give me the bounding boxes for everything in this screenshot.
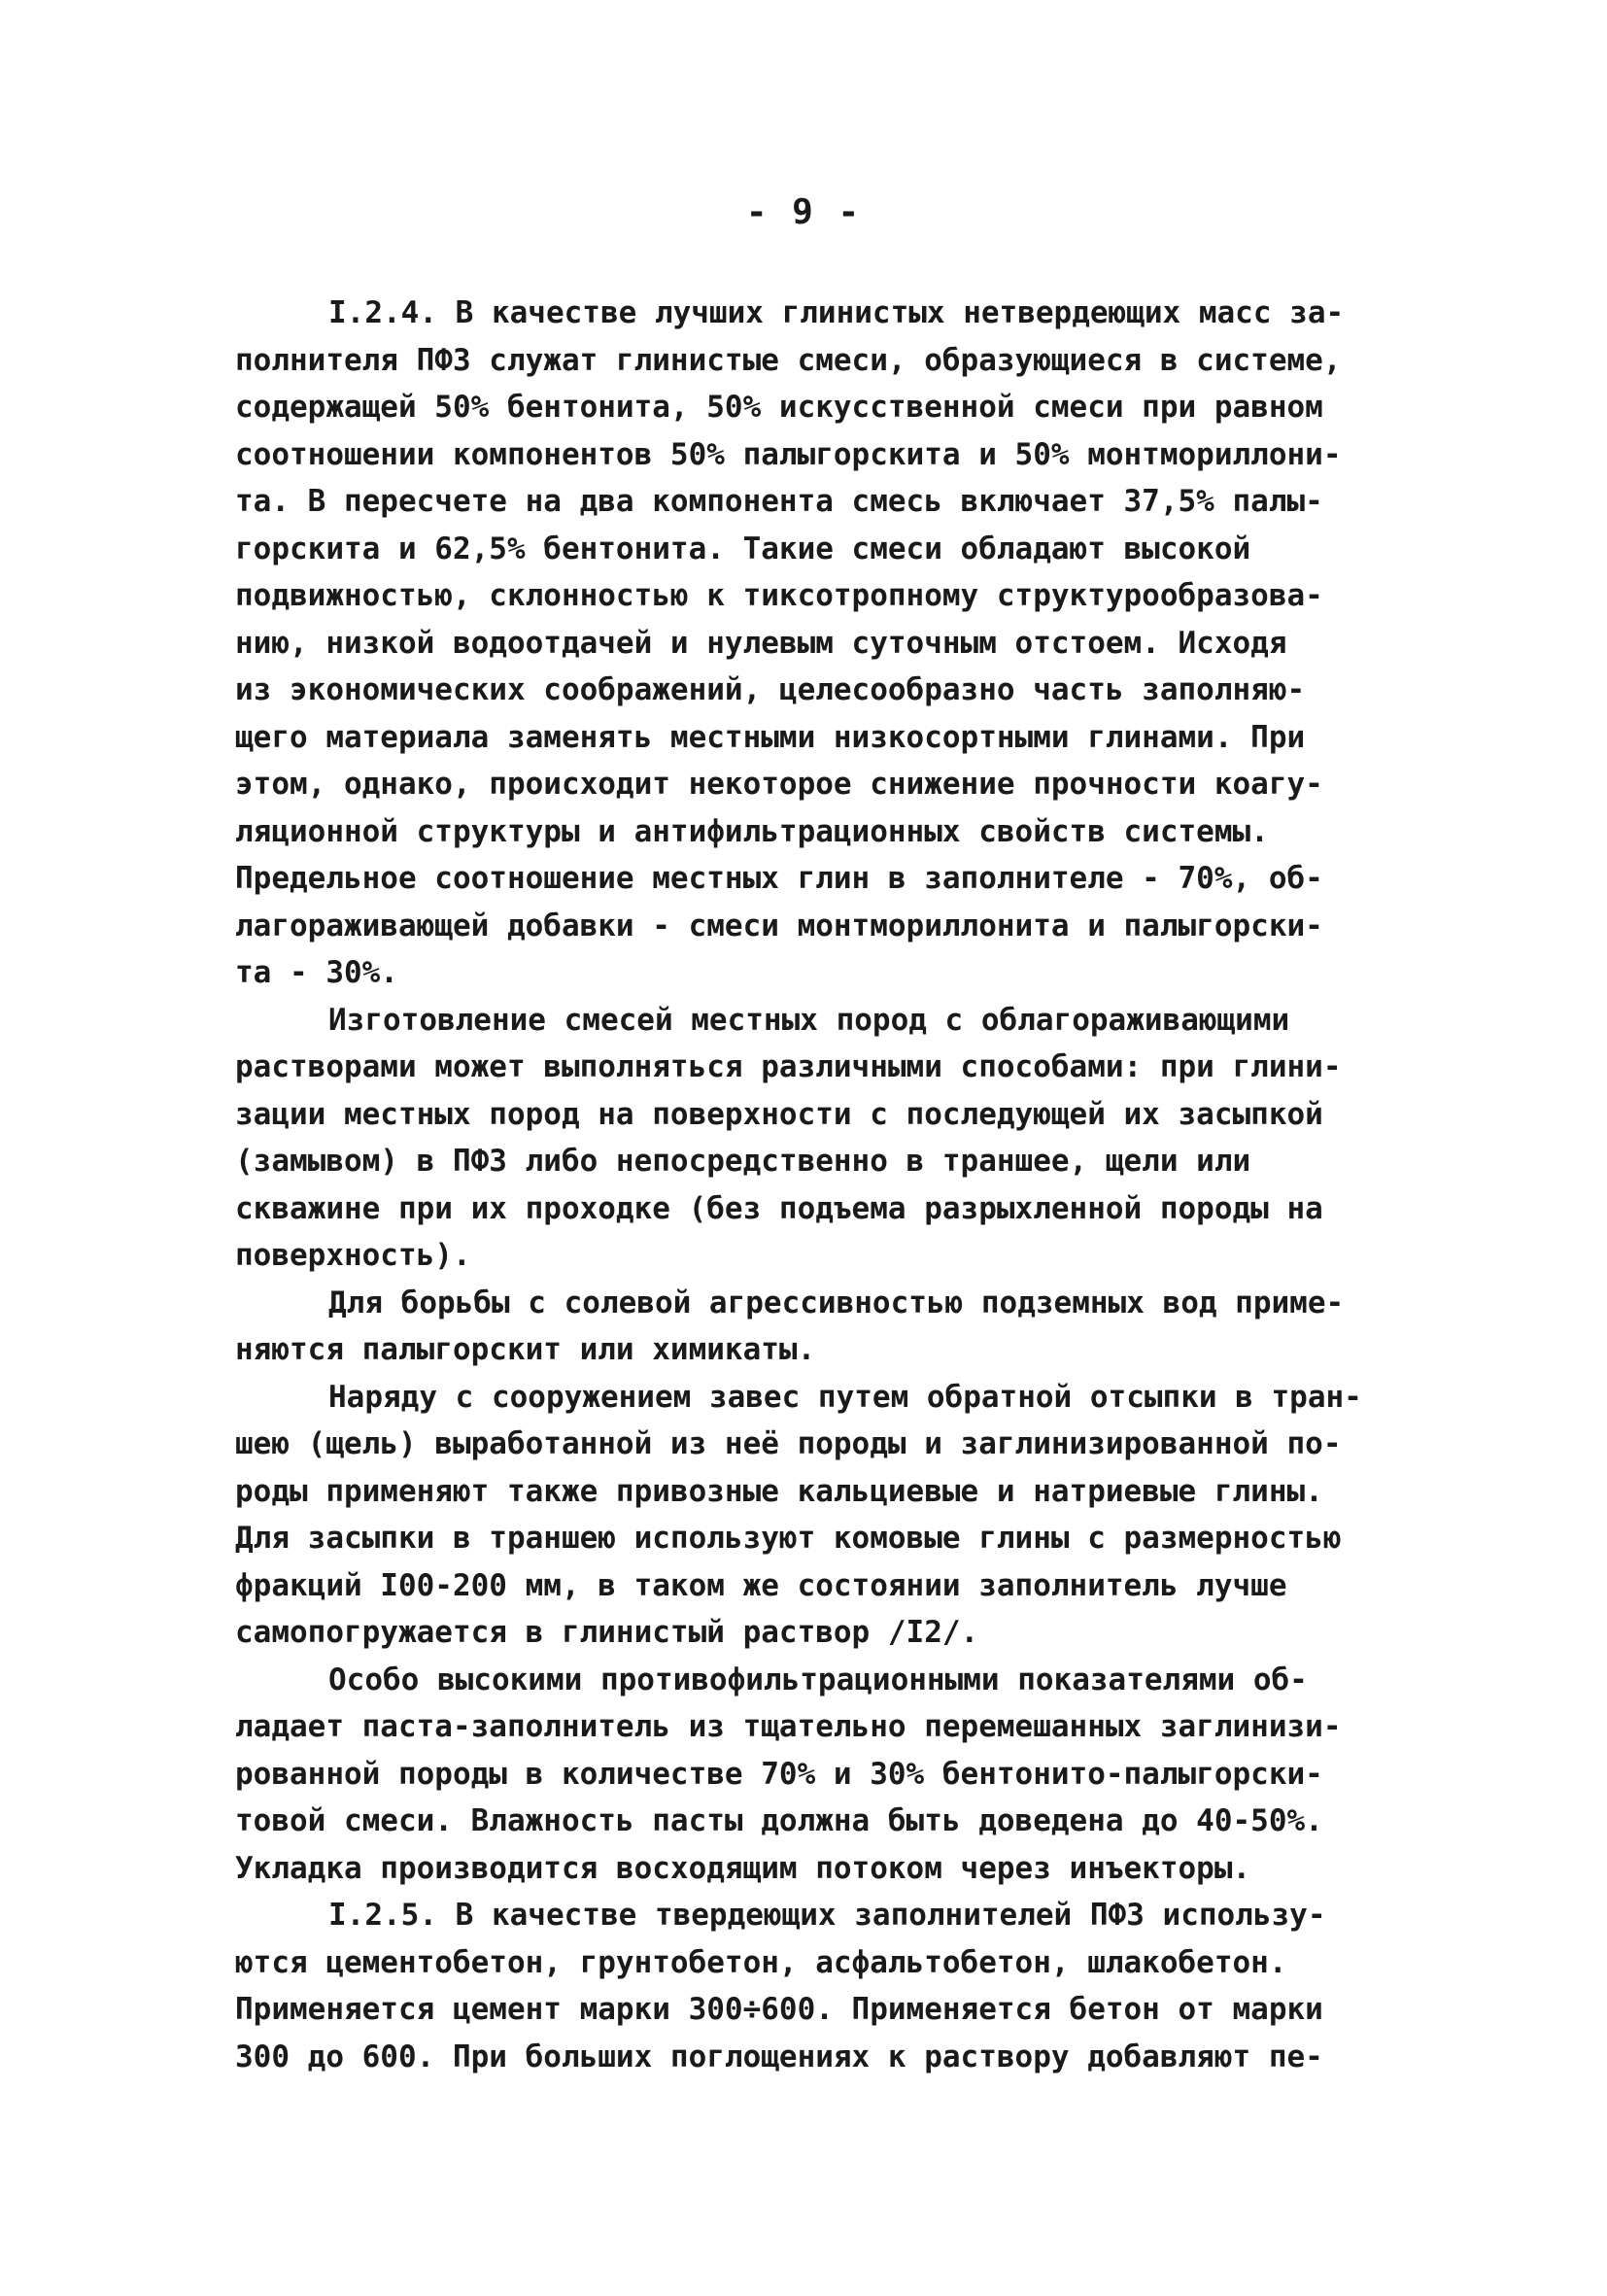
text-line: Изготовление смесей местных пород с облагораживающими (328, 1002, 1290, 1038)
text-line: няются палыгорскит или химикаты. (235, 1332, 816, 1367)
document-body (235, 290, 1440, 2080)
text-line: 300 до 600. При больших поглощениях к раствору добавляют пе- (235, 2039, 1323, 2074)
text-line: Для засыпки в траншею используют комовые глины с размерностью (235, 1521, 1342, 1556)
text-line: нию, низкой водоотдачей и нулевым суточным отстоем. Исходя (235, 625, 1287, 661)
text-line: ляционной структуры и антифильтрационных свойств системы. (235, 813, 1269, 849)
text-line: Предельное соотношение местных глин в заполнителе - 70%, об- (235, 861, 1323, 896)
text-line: ладает паста-заполнитель из тщательно перемешанных заглинизи- (235, 1709, 1342, 1744)
text-line: скважине при их проходке (без подъема разрыхленной породы на (235, 1190, 1323, 1226)
text-line: содержащей 50% бентонита, 50% искусственной смеси при равном (235, 390, 1323, 425)
page-number: - 9 - (745, 192, 862, 232)
text-line: товой смеси. Влажность пасты должна быть доведена до 40-50%. (235, 1803, 1323, 1838)
text-line: Применяется цемент марки 300÷600. Применяется бетон от марки (235, 1992, 1323, 2027)
text-line: I.2.4. В качестве лучших глинистых нетвердеющих масс за- (328, 295, 1345, 330)
text-line: этом, однако, происходит некоторое снижение прочности коагу- (235, 767, 1323, 802)
text-line: соотношении компонентов 50% палыгорскита и 50% монтмориллони- (235, 436, 1342, 472)
text-line: зации местных пород на поверхности с последующей их засыпкой (235, 1096, 1323, 1132)
text-line: лагораживающей добавки - смеси монтмориллонита и палыгорски- (235, 908, 1323, 943)
text-line: Особо высокими противофильтрационными показателями об- (328, 1662, 1308, 1697)
text-line: Для борьбы с солевой агрессивностью подземных вод приме- (328, 1285, 1345, 1320)
text-line: ются цементобетон, грунтобетон, асфальтобетон, шлакобетон. (235, 1944, 1287, 1980)
text-line: щего материала заменять местными низкосортными глинами. При (235, 719, 1306, 755)
text-line: подвижностью, склонностью к тиксотропному структурообразова- (235, 578, 1323, 613)
text-line: фракций I00-200 мм, в таком же состоянии заполнитель лучше (235, 1567, 1287, 1603)
text-line: та. В пересчете на два компонента смесь включает 37,5% палы- (235, 484, 1323, 519)
text-line: горскита и 62,5% бентонита. Такие смеси обладают высокой (235, 531, 1251, 566)
text-line: та - 30%. (235, 955, 398, 990)
text-line: полнителя ПФЗ служат глинистые смеси, образующиеся в системе, (235, 342, 1342, 378)
text-line: Наряду с сооружением завес путем обратной отсыпки в тран- (328, 1379, 1362, 1415)
text-line: рованной породы в количестве 70% и 30% бентонито-палыгорски- (235, 1756, 1323, 1792)
text-line: (замывом) в ПФЗ либо непосредственно в траншее, щели или (235, 1144, 1251, 1179)
text-line: I.2.5. В качестве твердеющих заполнителей ПФЗ использу- (328, 1898, 1326, 1933)
text-line: роды применяют также привозные кальциевые и натриевые глины. (235, 1473, 1323, 1509)
text-line: растворами может выполняться различными способами: при глини- (235, 1049, 1342, 1084)
text-line: из экономических соображений, целесообразно часть заполняю- (235, 672, 1306, 707)
text-line: поверхность). (235, 1238, 471, 1273)
text-line: Укладка производится восходящим потоком через инъекторы. (235, 1850, 1251, 1886)
text-line: шею (щель) выработанной из неё породы и заглинизированной по- (235, 1426, 1342, 1461)
text-line: самопогружается в глинистый раствор /I2/. (235, 1615, 979, 1650)
